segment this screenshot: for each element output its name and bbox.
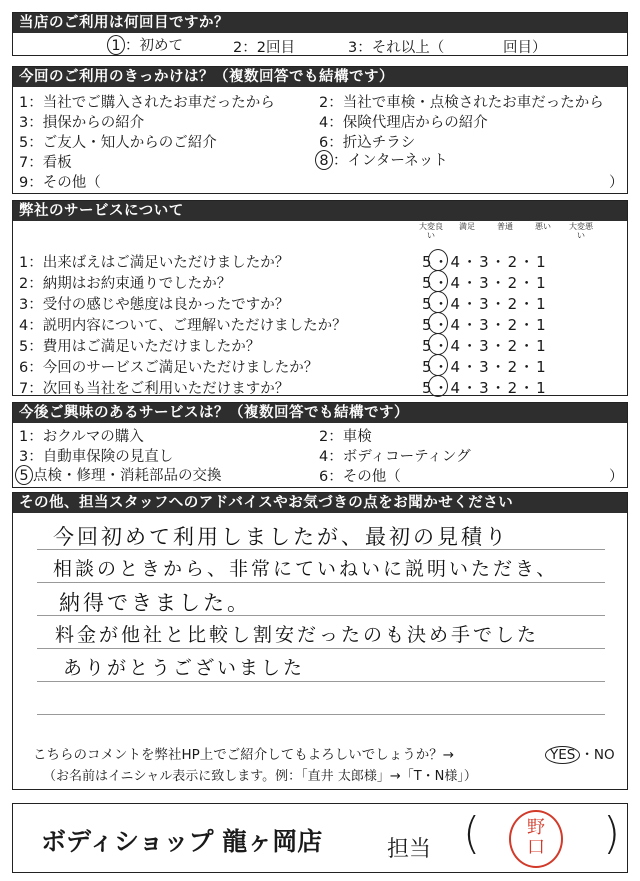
staff-close-paren: ) — [603, 808, 621, 859]
shop-footer — [12, 803, 628, 873]
interest-option-3[interactable]: 3：自動車保険の見直し — [19, 449, 174, 465]
interest-section — [12, 402, 628, 488]
trigger-title: 今回のご利用のきっかけは？（複数回答でも結構です） — [13, 67, 627, 87]
stamp-char-2: 口 — [527, 837, 545, 858]
interest-option-6[interactable]: 6：その他（ — [319, 469, 401, 485]
ruled-line — [37, 681, 605, 682]
ruled-line — [37, 582, 605, 583]
trigger-option-2[interactable]: 2：当社で車検・点検されたお車だったから — [319, 95, 604, 111]
rating-question-4: 4：説明内容について、ご理解いただけましたか？ — [19, 318, 347, 334]
rating-question-1: 1：出来ばえはご満足いただけましたか？ — [19, 255, 290, 271]
ruled-line — [37, 714, 605, 715]
rating-scale-3[interactable]: 5・4・3・2・1 — [422, 293, 548, 314]
rating-question-7: 7：次回も当社をご利用いただけますか？ — [19, 381, 290, 397]
rating-question-2: 2：納期はお約束通りでしたか？ — [19, 276, 232, 292]
handwritten-comment-line-1[interactable]: 今回初めて利用しましたが、最初の見積り — [53, 525, 509, 549]
handwritten-comment-line-2[interactable]: 相談のときから、非常にていねいに説明いただき、 — [53, 558, 559, 580]
interest-title: 今後ご興味のあるサービスは？（複数回答でも結構です） — [13, 403, 627, 423]
interest-option-2[interactable]: 2：車検 — [319, 429, 372, 445]
rating-question-5: 5：費用はご満足いただけましたか？ — [19, 339, 261, 355]
staff-open-paren: ( — [463, 808, 481, 859]
interest-option-1[interactable]: 1：おクルマの購入 — [19, 429, 144, 445]
consent-no: ・NO — [580, 747, 615, 763]
scale-label-normal: 普通 — [497, 222, 513, 231]
rating-scale-4[interactable]: 5・4・3・2・1 — [422, 314, 548, 335]
rating-selected-circle — [428, 249, 448, 271]
interest-option-6-close: ） — [609, 469, 624, 485]
selected-option-circle[interactable]: 1 — [107, 35, 125, 55]
rating-selected-circle — [428, 354, 448, 376]
consent-question: こちらのコメントを弊社HP上でご紹介してもよろしいでしょうか？→ — [33, 747, 455, 763]
rating-selected-circle — [428, 312, 448, 334]
consent-note: （お名前はイニシャル表示に致します。例：「直井 太郎様」→「T・N様」） — [43, 769, 477, 784]
rating-scale-7[interactable]: 5・4・3・2・1 — [422, 377, 548, 398]
rating-question-3: 3：受付の感じや態度は良かったですか？ — [19, 297, 290, 313]
scale-label-very-good: 大変良い — [419, 222, 443, 240]
rating-scale-6[interactable]: 5・4・3・2・1 — [422, 356, 548, 377]
ruled-line — [37, 648, 605, 649]
trigger-option-9[interactable]: 9：その他（ — [19, 175, 101, 191]
trigger-option-7[interactable]: 7：看板 — [19, 155, 72, 171]
rating-selected-circle — [428, 270, 448, 292]
comment-title: その他、担当スタッフへのアドバイスやお気づきの点をお聞かせください — [13, 493, 627, 513]
trigger-option-8[interactable]: 8 ：インターネット — [315, 149, 448, 170]
shop-name: ボディショップ 龍ヶ岡店 — [41, 827, 323, 856]
staff-label: 担当 — [387, 837, 432, 862]
handwritten-comment-line-4[interactable]: 料金が他社と比較し割安だったのも決め手でした — [55, 624, 540, 646]
visit-count-section — [12, 12, 628, 56]
trigger-section — [12, 66, 628, 194]
visit-count-options — [107, 34, 183, 55]
consent-choice[interactable] — [545, 743, 615, 764]
interest-option-5[interactable]: 5 点検・修理・消耗部品の交換 — [15, 464, 222, 485]
trigger-option-1[interactable]: 1：当社でご購入されたお車だったから — [19, 95, 275, 111]
scale-label-satisfied: 満足 — [459, 222, 475, 231]
handwritten-comment-line-3[interactable]: 納得できました。 — [59, 591, 251, 615]
stamp-char-1: 野 — [527, 817, 545, 838]
scale-label-very-bad: 大変悪い — [569, 222, 593, 240]
handwritten-comment-line-5[interactable]: ありがとうございました — [63, 657, 306, 679]
trigger-option-4[interactable]: 4：保険代理店からの紹介 — [319, 115, 488, 131]
trigger-option-9-close: ） — [609, 175, 624, 191]
trigger-option-5[interactable]: 5：ご友人・知人からのご紹介 — [19, 135, 217, 151]
scale-label-bad: 悪い — [535, 222, 551, 231]
rating-scale-1[interactable]: 5・4・3・2・1 — [422, 251, 548, 272]
visit-count-title: 当店のご利用は何回目ですか？ — [13, 13, 627, 33]
trigger-option-3[interactable]: 3：損保からの紹介 — [19, 115, 145, 131]
rating-selected-circle — [428, 291, 448, 313]
staff-name-stamp — [509, 810, 563, 868]
service-rating-section — [12, 200, 628, 396]
option-more-times-suffix: 回目） — [503, 40, 547, 56]
rating-question-6: 6：今回のサービスご満足いただけましたか？ — [19, 360, 319, 376]
rating-scale-5[interactable]: 5・4・3・2・1 — [422, 335, 548, 356]
option-more-times[interactable]: 3：それ以上（ — [348, 40, 445, 56]
rating-selected-circle — [428, 375, 448, 397]
selected-option-circle: 8 — [315, 150, 333, 170]
service-rating-title: 弊社のサービスについて — [13, 201, 627, 221]
rating-selected-circle — [428, 333, 448, 355]
trigger-option-6[interactable]: 6：折込チラシ — [319, 135, 416, 151]
rating-scale-2[interactable]: 5・4・3・2・1 — [422, 272, 548, 293]
option-second-time[interactable]: 2：2回目 — [233, 40, 295, 56]
interest-option-4[interactable]: 4：ボディコーティング — [319, 449, 471, 465]
selected-option-circle: 5 — [15, 465, 33, 485]
comment-section — [12, 492, 628, 790]
option-first-time[interactable]: ：初めて — [125, 38, 183, 54]
consent-yes-circled: YES — [545, 746, 580, 764]
